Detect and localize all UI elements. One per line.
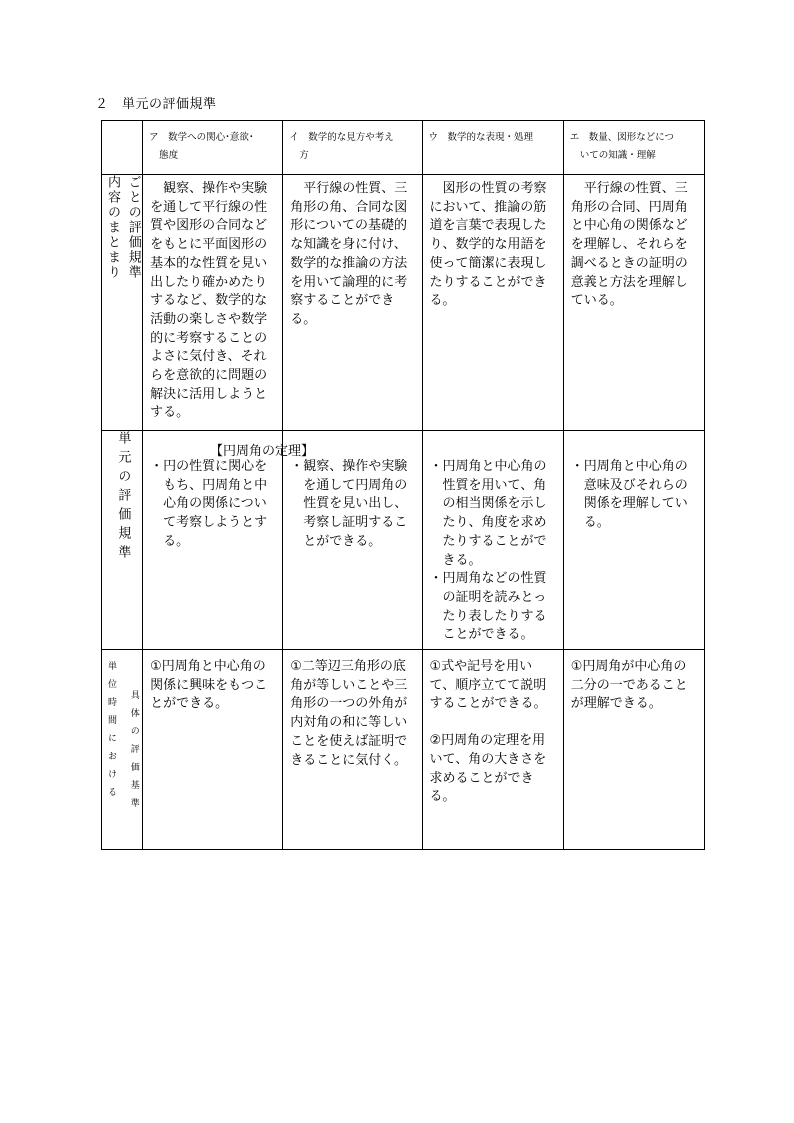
- unit-criteria-u-2: ・ 円周角などの性質の証明を読みとったり表したりすることができる。: [429, 571, 547, 643]
- content-criteria-a: 観察、操作や実験を通して平行線の性質や図形の合同などをもとに平面図形の基本的な性質を見い出したり確かめたりするなど、数学的な活動の楽しさや数学的に考察することのよさに気付き、それらを意欲的に問題の解決に活用しようとする。: [150, 181, 268, 421]
- content-criteria-e: 平行線の性質、三角形の合同、円周角と中心角の関係などを理解し、それらを調べるときの証明の意義と方法を理解している。: [570, 181, 688, 309]
- lesson-criteria-u-2: ②円周角の定理を用いて、角の大きさを求めることができる。: [429, 733, 547, 805]
- lesson-criteria-e: ①円周角が中心角の二分の一であることが理解できる。: [570, 659, 688, 712]
- evaluation-criteria-table: [101, 120, 705, 850]
- lesson-criteria-u-1: ①式や記号を用いて、順序立てて説明することができる。: [429, 659, 547, 712]
- column-header-i: イ 数学的な見方や考え 方: [283, 121, 422, 175]
- column-header-e: エ 数量、図形などにつ いての知識・理解: [563, 121, 704, 175]
- row-label-content-left: ごとの評価規準: [125, 175, 141, 280]
- lesson-criteria-a: ①円周角と中心角の関係に興味をもつことができる。: [150, 659, 268, 712]
- header-row: [102, 121, 705, 175]
- content-criteria-row: [102, 175, 705, 431]
- row-label-lesson-right: 単位時間における: [106, 661, 117, 805]
- unit-criteria-i: ・ 観察、操作や実験を通して円周角の性質を見い出し、考察し証明することができる。: [290, 459, 408, 549]
- content-criteria-u: 図形の性質の考察において、推論の筋道を言葉で表現したり、数学的な用語を使って簡潔に表現したりすることができる。: [429, 181, 547, 309]
- content-criteria-i: 平行線の性質、三角形の角、合同な図形についての基礎的な知識を身に付け、数学的な推論の方法を用いて論理的に考察することができる。: [290, 181, 408, 327]
- row-label-lesson: [102, 650, 143, 850]
- corner-cell: [102, 121, 143, 175]
- theorem-title: 【円周角の定理】: [210, 444, 315, 459]
- column-header-a: ア 数学への関心･意欲･ 態度: [143, 121, 283, 175]
- row-label-lesson-left: 具体の評価基準: [128, 690, 139, 816]
- row-label-unit: 単元の評価規準: [102, 431, 143, 650]
- unit-criteria-a: ・ 円の性質に関心をもち、円周角と中心角の関係について考察しようとする。: [150, 459, 268, 549]
- row-label-content: [102, 175, 143, 431]
- row-label-content-right: 内容のまとまり: [105, 175, 121, 280]
- lesson-criteria-i: ①二等辺三角形の底角が等しいことや三角形の一つの外角が内対角の和に等しいことを使えば証明できることに気付く。: [290, 659, 408, 768]
- column-header-u: ウ 数学的な表現・処理: [422, 121, 563, 175]
- unit-criteria-e: ・ 円周角と中心角の意味及びそれらの関係を理解している。: [570, 459, 688, 531]
- lesson-criteria-row: [102, 650, 705, 850]
- unit-criteria-u-1: ・ 円周角と中心角の性質を用いて、角の相当関係を示したり、角度を求めたりすることができる。: [429, 459, 547, 568]
- section-heading: ２ 単元の評価規準: [95, 97, 217, 112]
- unit-criteria-row: [102, 431, 705, 650]
